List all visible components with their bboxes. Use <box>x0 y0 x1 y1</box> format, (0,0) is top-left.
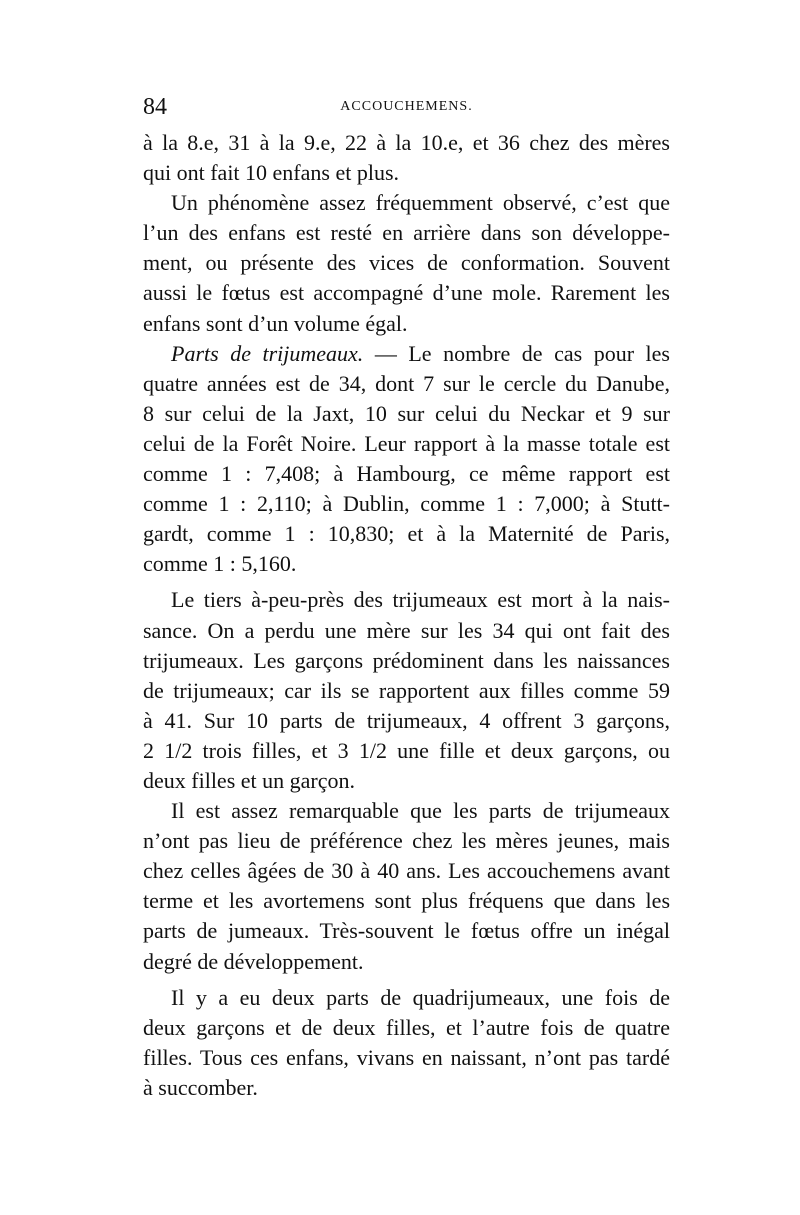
text-line: l’un des enfans est resté en arrière dans son développe- <box>143 220 670 246</box>
text-line: à la 8.e, 31 à la 9.e, 22 à la 10.e, et 36 chez des mères <box>143 130 670 155</box>
text-line: n’ont pas lieu de préférence chez les mères jeunes, mais <box>143 828 670 854</box>
paragraph-6 <box>143 983 670 1103</box>
text-line: celui de la Forêt Noire. Leur rapport à la masse totale est <box>143 430 670 456</box>
page-number: 84 <box>143 94 167 120</box>
text-line: deux filles et un garçon. <box>143 767 355 793</box>
page-body <box>143 128 670 1103</box>
text-line: chez celles âgées de 30 à 40 ans. Les accouchemens avant <box>143 858 670 884</box>
text-line: gardt, comme 1 : 10,830; et à la Maternité de Paris, <box>143 521 670 547</box>
paragraph-5 <box>143 796 670 977</box>
text-line: ment, ou présente des vices de conformation. Souvent <box>143 250 670 276</box>
text-line: Le tiers à-peu-près des trijumeaux est mort à la nais- <box>171 587 670 613</box>
paragraph-2 <box>143 188 670 338</box>
text-line: sance. On a perdu une mère sur les 34 qui ont fait des <box>143 617 670 643</box>
section-title-rest: — Le nombre de cas pour les <box>363 340 670 366</box>
text-line: à succomber. <box>143 1074 258 1100</box>
text-line: de trijumeaux; car ils se rapportent aux filles comme 59 <box>143 677 670 703</box>
text-line: 8 sur celui de la Jaxt, 10 sur celui du Neckar et 9 sur <box>143 400 670 426</box>
text-line: deux garçons et de deux filles, et l’autre fois de quatre <box>143 1014 670 1040</box>
text-line: terme et les avortemens sont plus fréquens que dans les <box>143 888 670 914</box>
text-line: trijumeaux. Les garçons prédominent dans les naissances <box>143 647 670 673</box>
page-header <box>143 92 670 122</box>
text-line: enfans sont d’un volume égal. <box>143 310 408 336</box>
text-line: filles. Tous ces enfans, vivans en naissant, n’ont pas tardé <box>143 1044 670 1070</box>
text-line: qui ont fait 10 enfans et plus. <box>143 160 400 186</box>
text-line: comme 1 : 5,160. <box>143 551 297 577</box>
text-line: comme 1 : 7,408; à Hambourg, ce même rapport est <box>143 461 670 487</box>
paragraph-3 <box>143 339 670 580</box>
text-line: parts de jumeaux. Très-souvent le fœtus offre un inégal <box>143 918 670 944</box>
paragraph-1 <box>143 128 670 188</box>
text-line: Un phénomène assez fréquemment observé, c’est que <box>171 190 670 216</box>
running-title: ACCOUCHEMENS. <box>340 99 473 114</box>
section-title: Parts de trijumeaux. <box>171 340 364 366</box>
text-line: 2 1/2 trois filles, et 3 1/2 une fille et deux garçons, ou <box>143 737 670 763</box>
text-line: quatre années est de 34, dont 7 sur le cercle du Danube, <box>143 370 670 396</box>
section-title-line <box>143 339 670 369</box>
text-line: degré de développement. <box>143 948 364 974</box>
paragraph-4 <box>143 585 670 796</box>
text-line: comme 1 : 2,110; à Dublin, comme 1 : 7,000; à Stutt- <box>143 491 670 517</box>
text-line: Il y a eu deux parts de quadrijumeaux, une fois de <box>171 984 670 1010</box>
text-line: aussi le fœtus est accompagné d’une mole. Rarement les <box>143 280 670 306</box>
text-line: à 41. Sur 10 parts de trijumeaux, 4 offrent 3 garçons, <box>143 707 670 733</box>
text-line: Il est assez remarquable que les parts de trijumeaux <box>171 798 670 824</box>
